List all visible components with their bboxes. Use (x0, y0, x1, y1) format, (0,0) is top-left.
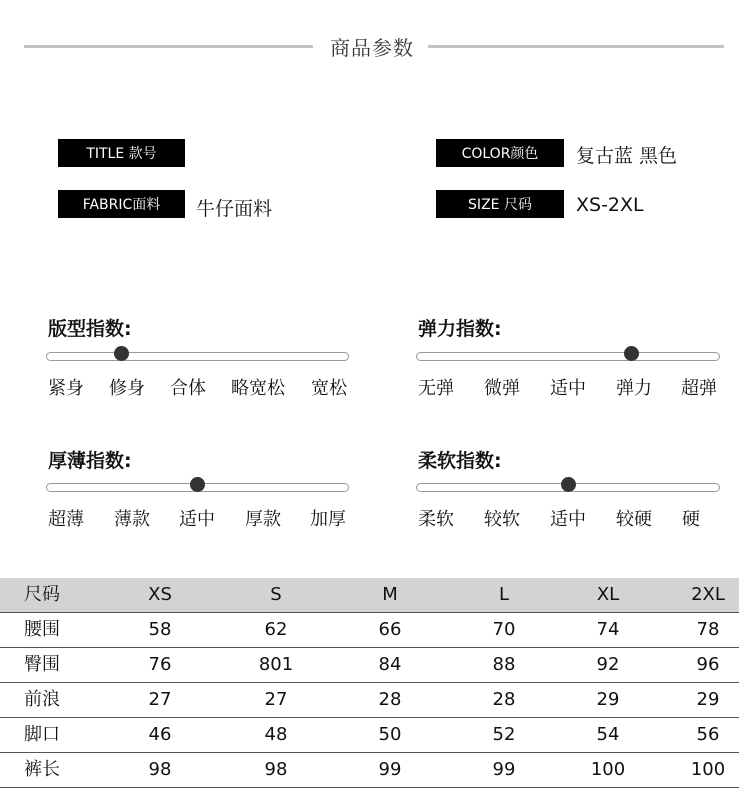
table-header-cell: XS (148, 584, 172, 605)
table-cell: 29 (596, 689, 620, 710)
softness-index-title: 柔软指数: (418, 450, 502, 472)
table-header-cell: 尺码 (24, 584, 60, 605)
table-cell: 52 (492, 724, 516, 745)
table-cell: 98 (264, 759, 288, 780)
softness-option-4: 较硬 (616, 509, 652, 530)
table-cell: 78 (696, 619, 720, 640)
table-cell: 96 (696, 654, 720, 675)
thickness-option-5: 加厚 (310, 509, 346, 530)
thickness-option-1: 超薄 (48, 509, 84, 530)
softness-option-3: 适中 (550, 509, 586, 530)
fit-option-3: 合体 (170, 378, 206, 399)
color-value: 复古蓝 黑色 (576, 145, 678, 167)
thickness-option-2: 薄款 (114, 509, 150, 530)
header-line-left (24, 45, 313, 48)
elasticity-option-3: 适中 (550, 378, 586, 399)
table-cell: 50 (378, 724, 402, 745)
elasticity-index-title: 弹力指数: (418, 318, 502, 340)
table-cell: 70 (492, 619, 516, 640)
table-cell: 48 (264, 724, 288, 745)
thickness-option-4: 厚款 (245, 509, 281, 530)
size-value: XS-2XL (576, 194, 644, 216)
softness-index-knob (561, 477, 576, 492)
table-cell: 76 (148, 654, 172, 675)
table-cell: 脚口 (24, 724, 60, 745)
table-header-cell: L (498, 584, 510, 605)
fit-option-2: 修身 (109, 378, 145, 399)
fabric-value: 牛仔面料 (196, 198, 273, 220)
table-cell: 27 (264, 689, 288, 710)
softness-option-2: 较软 (484, 509, 520, 530)
softness-option-1: 柔软 (418, 509, 454, 530)
table-cell: 46 (148, 724, 172, 745)
table-cell: 29 (696, 689, 720, 710)
thickness-index-knob (190, 477, 205, 492)
elasticity-option-2: 微弹 (484, 378, 520, 399)
title-label: TITLE 款号 (58, 139, 185, 167)
elasticity-index-track (416, 352, 720, 361)
table-cell: 28 (378, 689, 402, 710)
elasticity-option-5: 超弹 (681, 378, 717, 399)
table-cell: 100 (690, 759, 726, 780)
table-cell: 98 (148, 759, 172, 780)
table-cell: 801 (258, 654, 294, 675)
table-cell: 99 (378, 759, 402, 780)
table-row (0, 648, 739, 682)
fit-option-1: 紧身 (48, 378, 84, 399)
table-row (0, 753, 739, 787)
softness-option-5: 硬 (682, 509, 700, 530)
table-header-row (0, 578, 739, 612)
table-cell: 88 (492, 654, 516, 675)
table-cell: 臀围 (24, 654, 60, 675)
table-cell: 28 (492, 689, 516, 710)
table-row (0, 718, 739, 752)
fabric-label: FABRIC面料 (58, 190, 185, 218)
table-cell: 前浪 (24, 689, 60, 710)
table-cell: 100 (590, 759, 626, 780)
fit-index-title: 版型指数: (48, 318, 132, 340)
row-divider (0, 787, 739, 788)
table-cell: 99 (492, 759, 516, 780)
table-cell: 裤长 (24, 759, 60, 780)
table-cell: 27 (148, 689, 172, 710)
fit-option-5: 宽松 (311, 378, 347, 399)
table-header-cell: 2XL (691, 584, 725, 605)
fit-index-track (46, 352, 349, 361)
color-label: COLOR颜色 (436, 139, 564, 167)
fit-option-4: 略宽松 (231, 378, 285, 399)
table-row (0, 683, 739, 717)
size-label: SIZE 尺码 (436, 190, 564, 218)
elasticity-option-1: 无弹 (418, 378, 454, 399)
elasticity-option-4: 弹力 (616, 378, 652, 399)
table-cell: 56 (696, 724, 720, 745)
header-line-right (428, 45, 724, 48)
thickness-index-title: 厚薄指数: (48, 450, 132, 472)
table-cell: 74 (596, 619, 620, 640)
thickness-option-3: 适中 (179, 509, 215, 530)
table-cell: 54 (596, 724, 620, 745)
table-cell: 腰围 (24, 619, 60, 640)
table-cell: 62 (264, 619, 288, 640)
table-cell: 66 (378, 619, 402, 640)
table-cell: 84 (378, 654, 402, 675)
table-cell: 58 (148, 619, 172, 640)
section-title: 商品参数 (330, 36, 414, 60)
table-header-cell: M (382, 584, 398, 605)
table-header-cell: S (270, 584, 282, 605)
table-header-cell: XL (596, 584, 620, 605)
table-row (0, 613, 739, 647)
table-cell: 92 (596, 654, 620, 675)
